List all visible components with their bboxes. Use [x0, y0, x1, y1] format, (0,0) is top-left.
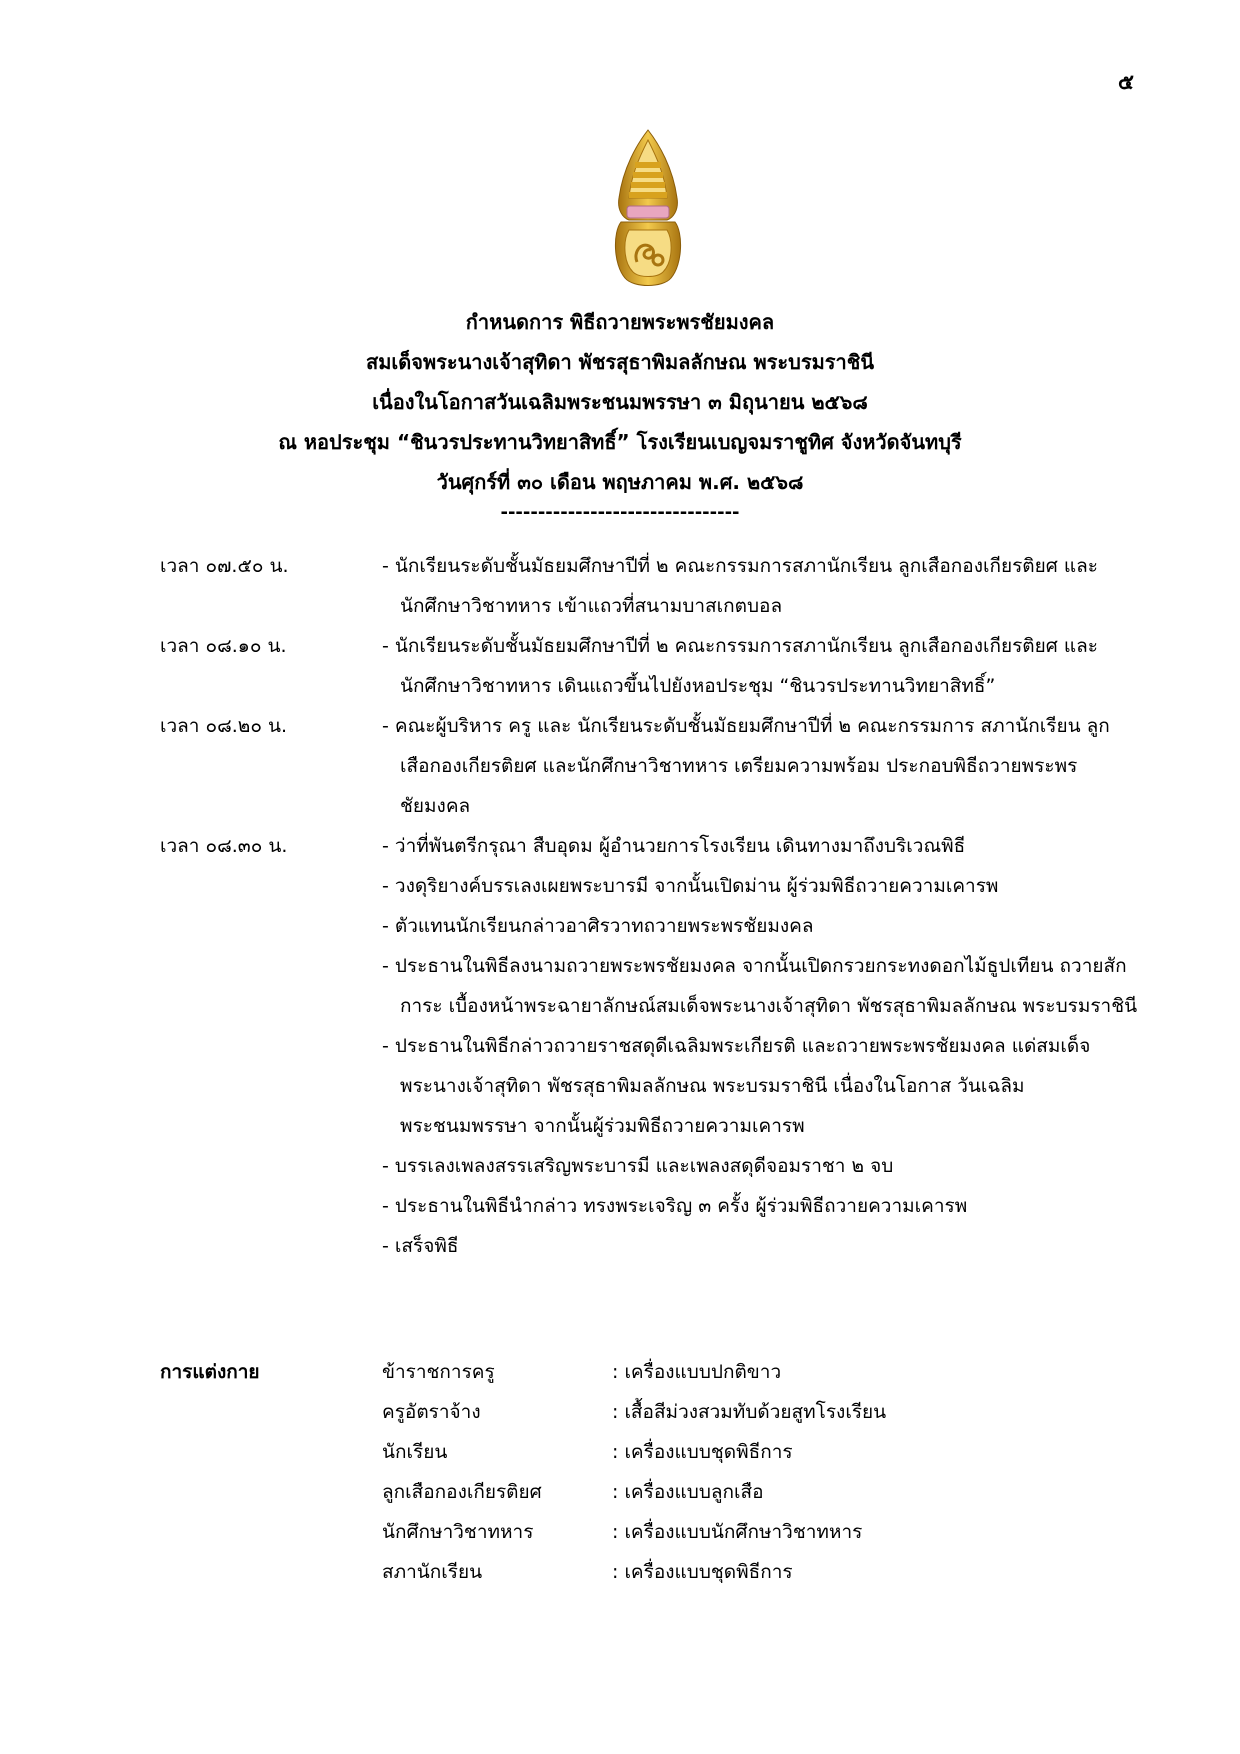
- schedule-items: [382, 826, 1142, 1266]
- schedule-time: เวลา ๐๘.๒๐ น.: [160, 715, 287, 737]
- dress-code-row: [0, 1512, 1240, 1552]
- schedule-item: - นักเรียนระดับชั้นมัธยมศึกษาปีที่ ๒ คณะกรรมการสภานักเรียน ลูกเสือกองเกียรติยศ และนักศึกษาวิชาทหาร เดินแถวขึ้นไปยังหอประชุม “ชินวรประทานวิทยาสิทธิ์”: [382, 635, 1098, 697]
- schedule-item: - ประธานในพิธีลงนามถวายพระพรชัยมงคล จากนั้นเปิดกรวยกระทงดอกไม้ธูปเทียน ถวายสักการะ เบื้องหน้าพระฉายาลักษณ์สมเด็จพระนางเจ้าสุทิดา พัชรสุธาพิมลลักษณ พระบรมราชินี: [382, 955, 1138, 1017]
- schedule-items: [382, 546, 1142, 626]
- schedule-item: - วงดุริยางค์บรรเลงเผยพระบารมี จากนั้นเปิดม่าน ผู้ร่วมพิธีถวายความเคารพ: [382, 875, 999, 897]
- dress-attire: : เครื่องแบบนักศึกษาวิชาทหาร: [612, 1521, 863, 1543]
- schedule-time: เวลา ๐๘.๑๐ น.: [160, 635, 287, 657]
- header-line: ณ หอประชุม “ชินวรประทานวิทยาสิทธิ์” โรงเรียนเบญจมราชูทิศ จังหวัดจันทบุรี: [278, 430, 962, 454]
- dress-attire: : เครื่องแบบชุดพิธีการ: [612, 1441, 793, 1463]
- schedule-entry: [0, 546, 1240, 626]
- dress-group: ลูกเสือกองเกียรติยศ: [382, 1481, 542, 1503]
- schedule-items: [382, 706, 1142, 826]
- schedule: [0, 546, 1240, 1266]
- dress-code-row: [0, 1472, 1240, 1512]
- schedule-time: เวลา ๐๘.๓๐ น.: [160, 835, 288, 857]
- schedule-item: - คณะผู้บริหาร ครู และ นักเรียนระดับชั้นมัธยมศึกษาปีที่ ๒ คณะกรรมการ สภานักเรียน ลูกเสือกองเกียรติยศ และนักศึกษาวิชาทหาร เตรียมความพร้อม ประกอบพิธีถวายพระพรชัยมงคล: [382, 715, 1110, 817]
- royal-emblem-icon: [611, 128, 685, 292]
- dress-group: นักศึกษาวิชาทหาร: [382, 1521, 534, 1543]
- schedule-item: - ประธานในพิธีกล่าวถวายราชสดุดีเฉลิมพระเกียรติ และถวายพระพรชัยมงคล แด่สมเด็จพระนางเจ้าสุทิดา พัชรสุธาพิมลลักษณ พระบรมราชินี เนื่องในโอกาส วันเฉลิมพระชนมพรรษา จากนั้นผู้ร่วมพิธีถวายความเคารพ: [382, 1035, 1091, 1137]
- schedule-item: - บรรเลงเพลงสรรเสริญพระบารมี และเพลงสดุดีจอมราชา ๒ จบ: [382, 1155, 894, 1177]
- header-line: วันศุกร์ที่ ๓๐ เดือน พฤษภาคม พ.ศ. ๒๕๖๘: [436, 470, 804, 494]
- dress-code: [0, 1352, 1240, 1592]
- header-line: สมเด็จพระนางเจ้าสุทิดา พัชรสุธาพิมลลักษณ พระบรมราชินี: [366, 350, 874, 374]
- schedule-entry: [0, 706, 1240, 826]
- dress-attire: : เครื่องแบบปกติขาว: [612, 1361, 782, 1383]
- header-separator: --------------------------------: [500, 502, 740, 523]
- dress-group: ครูอัตราจ้าง: [382, 1401, 481, 1423]
- dress-code-row: [0, 1352, 1240, 1392]
- schedule-item: - ว่าที่พันตรีกรุณา สืบอุดม ผู้อำนวยการโรงเรียน เดินทางมาถึงบริเวณพิธี: [382, 835, 966, 857]
- dress-group: สภานักเรียน: [382, 1561, 483, 1583]
- schedule-item: - นักเรียนระดับชั้นมัธยมศึกษาปีที่ ๒ คณะกรรมการสภานักเรียน ลูกเสือกองเกียรติยศ และนักศึกษาวิชาทหาร เข้าแถวที่สนามบาสเกตบอล: [382, 555, 1098, 617]
- header-title: กำหนดการ พิธีถวายพระพรชัยมงคล: [465, 310, 775, 334]
- dress-code-row: [0, 1432, 1240, 1472]
- schedule-item: - ตัวแทนนักเรียนกล่าวอาศิรวาทถวายพระพรชัยมงคล: [382, 915, 814, 937]
- schedule-entry: [0, 826, 1240, 1266]
- dress-group: ข้าราชการครู: [382, 1361, 495, 1383]
- dress-group: นักเรียน: [382, 1441, 448, 1463]
- schedule-items: [382, 626, 1142, 706]
- schedule-item: - ประธานในพิธีนำกล่าว ทรงพระเจริญ ๓ ครั้ง ผู้ร่วมพิธีถวายความเคารพ: [382, 1195, 968, 1217]
- schedule-entry: [0, 626, 1240, 706]
- dress-attire: : เครื่องแบบชุดพิธีการ: [612, 1561, 793, 1583]
- schedule-time: เวลา ๐๗.๕๐ น.: [160, 555, 289, 577]
- schedule-item: - เสร็จพิธี: [382, 1235, 459, 1257]
- dress-code-title: การแต่งกาย: [160, 1361, 260, 1383]
- dress-code-row: [0, 1392, 1240, 1432]
- page-number: ๕: [1118, 70, 1134, 94]
- dress-code-row: [0, 1552, 1240, 1592]
- header-line: เนื่องในโอกาสวันเฉลิมพระชนมพรรษา ๓ มิถุนายน ๒๕๖๘: [372, 390, 868, 414]
- dress-attire: : เสื้อสีม่วงสวมทับด้วยสูทโรงเรียน: [612, 1401, 887, 1423]
- dress-attire: : เครื่องแบบลูกเสือ: [612, 1481, 764, 1503]
- document-header: [0, 302, 1240, 524]
